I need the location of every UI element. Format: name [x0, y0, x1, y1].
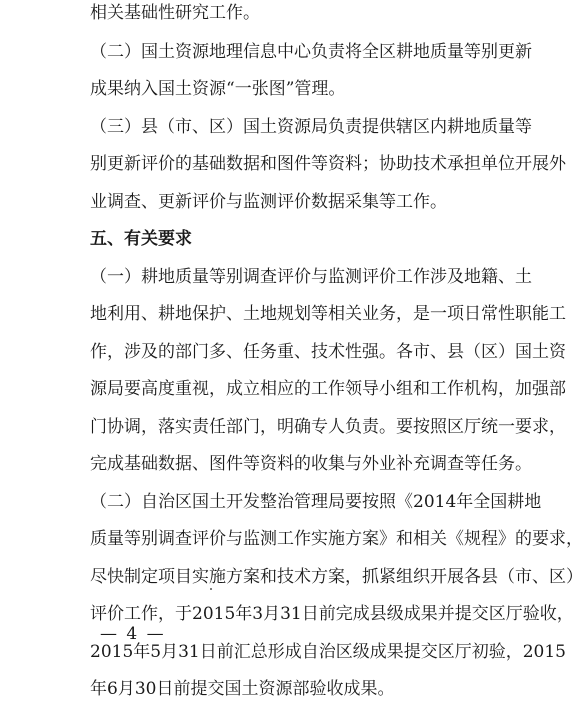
text-line: 门协调，落实责任部门，明确专人负责。要按照区厅统一要求， [90, 416, 566, 437]
text-line: 2015年5月31日前汇总形成自治区级成果提交区厅初验，2015 [90, 641, 566, 662]
text-line: 源局要高度重视，成立相应的工作领导小组和工作机构，加强部 [90, 379, 566, 399]
scan-speck [210, 588, 212, 590]
text-line: 年6月30日前提交国土资源部验收成果。 [90, 679, 395, 699]
text-line: 地利用、耕地保护、土地规划等相关业务，是一项日常性职能工 [90, 304, 566, 324]
text-line: 别更新评价的基础数据和图件等资料；协助技术承担单位开展外 [90, 154, 566, 174]
text-line: 评价工作，于2015年3月31日前完成县级成果并提交区厅验收， [90, 604, 574, 624]
text-line: （二）国土资源地理信息中心负责将全区耕地质量等别更新 [90, 41, 532, 62]
section-heading: 五、有关要求 [90, 229, 192, 249]
text-line: （一）耕地质量等别调查评价与监测评价工作涉及地籍、土 [90, 266, 532, 287]
page-number: — 4 — [100, 624, 166, 644]
text-line: （二）自治区国土开发整治管理局要按照《2014年全国耕地 [90, 491, 542, 512]
text-line: 质量等别调查评价与监测工作实施方案》和相关《规程》的要求， [90, 529, 583, 549]
text-line: 完成基础数据、图件等资料的收集与外业补充调查等任务。 [90, 454, 532, 474]
body-text [90, 0, 583, 705]
text-line: 相关基础性研究工作。 [90, 3, 260, 23]
text-line: 作，涉及的部门多、任务重、技术性强。各市、县（区）国土资 [90, 341, 566, 362]
text-line: 业调查、更新评价与监测评价数据采集等工作。 [90, 191, 447, 212]
text-line: （三）县（市、区）国土资源局负责提供辖区内耕地质量等 [90, 116, 532, 137]
text-line: 成果纳入国土资源“一张图”管理。 [90, 79, 346, 99]
text-line: 尽快制定项目实施方案和技术方案，抓紧组织开展各县（市、区） [90, 566, 583, 587]
